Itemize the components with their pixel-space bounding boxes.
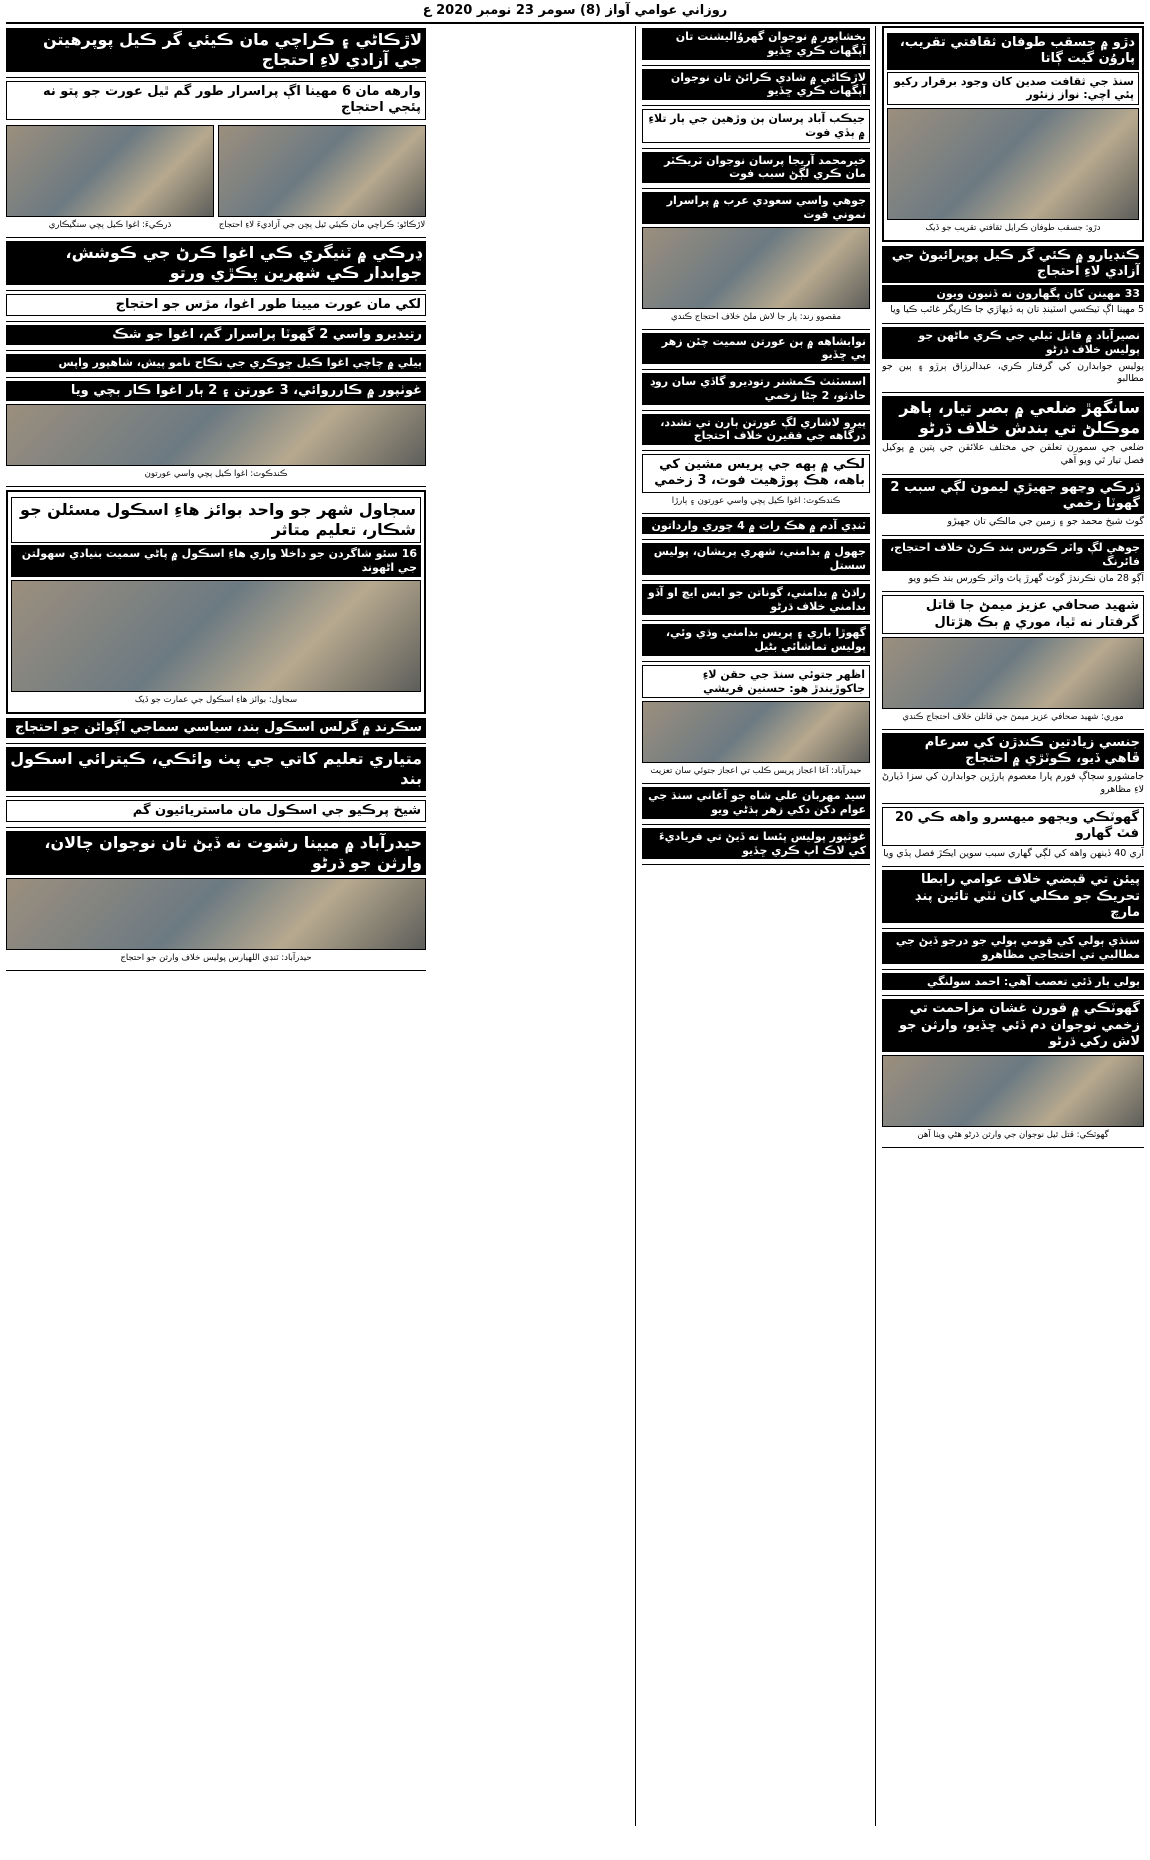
photo-row xyxy=(6,122,426,234)
headline: جنسي زيادتين ڪندڙن کي سرعام ڦاهي ڏيو، ڪوٽڙي ۾ احتجاج xyxy=(882,733,1144,770)
story-mid-4 xyxy=(642,152,870,190)
photo xyxy=(882,637,1144,709)
story-left-12 xyxy=(6,831,426,971)
story-right-5 xyxy=(882,478,1144,536)
story-left-9 xyxy=(6,718,426,744)
right-column xyxy=(882,26,1144,1826)
story-right-7 xyxy=(882,595,1144,730)
body-text: گوٺ شيخ محمد جو ۽ زمين جي مالڪي تان جهيڙو xyxy=(947,516,1144,528)
story-left-10 xyxy=(6,747,426,797)
photo-block xyxy=(6,122,214,234)
headline: گهوٽڪي ويجهو ميهسرو واهه ڪي 20 فٽ گهارو xyxy=(882,807,1144,846)
column-divider xyxy=(875,26,876,1826)
headline: بخشاپور ۾ نوجوان گهروُاليشنت تان آپگهات ڪري ڇڏيو xyxy=(642,28,870,60)
middle-column xyxy=(642,26,870,1826)
photo-caption: ڪندڪوٽ: اغوا ڪيل ٻچي واسي عورتون xyxy=(144,469,288,479)
photo xyxy=(218,125,426,217)
headline: نوابشاهه ۾ ٻن عورتن سميت چئن زهر پي ڇڏيو xyxy=(642,333,870,365)
headline: شهيد صحافي عزيز ميمڻ جا قاتل گرفتار نه ٿيا، موري ۾ بڪ هڙتال xyxy=(882,595,1144,634)
headline: جوهي واسي سعودي عرب ۾ پراسرار نموني فوت xyxy=(642,192,870,224)
body-text: پوليس جوابدارن کي گرفتار ڪري، عبدالرزاق ٻرڙو ۽ ٻين جو مطالبو xyxy=(882,360,1144,385)
headline: سجاول شهر جو واحد بوائز هاءِ اسڪول مسئلن جو شڪار، تعليم متاثر xyxy=(11,497,421,543)
story-mid-12 xyxy=(642,584,870,622)
body-text: 5 مهينا اڳ ٽيڪسي اسٽينڊ تان ٻه ڏيهاڙي جا ڪاريگر غائب ڪيا ويا xyxy=(890,304,1144,316)
photo-block xyxy=(218,122,426,234)
story-left-1 xyxy=(6,28,426,78)
story-left-5 xyxy=(6,325,426,351)
masthead-rule xyxy=(6,22,1144,24)
photo xyxy=(6,878,426,950)
headline: ٻولي ٻار ڏئي تعصب آهي: احمد سولنگي xyxy=(882,973,1144,991)
headline: لاڙڪاڻي ۽ ڪراچي مان ڪيئي گر ڪيل پوپرهيتن جي آزادي لاءِ احتجاج xyxy=(6,28,426,72)
photo xyxy=(6,404,426,466)
story-mid-15 xyxy=(642,787,870,825)
headline: نصيرآباد ۾ قاتل ٽيلي جي ڪري ماڻهن جو پوليس خلاف ڌرڻو xyxy=(882,327,1144,359)
headline: وارهه مان 6 مهينا اڳ پراسرار طور گم ٿيل عورت جو پتو نه پئجي احتجاج xyxy=(6,81,426,120)
story-mid-5 xyxy=(642,192,870,330)
headline: ٻيلي ۾ چاچي اغوا ڪيل ڇوڪري جي نڪاح نامو پيش، شاهپور واپس xyxy=(6,354,426,372)
headline: خيرمحمد آريجا پرسان نوجوان ٽريڪٽر مان ڪري لڳڻ سبب فوت xyxy=(642,152,870,184)
headline: سنڌي ٻولي کي قومي ٻولي جو درجو ڏيڻ جي مطالبي تي احتجاجي مظاهرو xyxy=(882,932,1144,964)
story-mid-13 xyxy=(642,624,870,662)
story-mid-11 xyxy=(642,543,870,581)
headline: شيخ پرڪيو جي اسڪول مان ماستريائيون گم xyxy=(6,800,426,822)
story-mid-16 xyxy=(642,828,870,866)
photo-caption: موري: شهيد صحافي عزيز ميمڻ جي قاتلن خلاف احتجاج ڪندي xyxy=(902,711,1124,722)
headline: گهوٽڪي ۾ قورن غشان مزاحمت تي زخمي نوجوان دم ڏئي ڇڏيو، وارثن جو لاش رکي ڌرڻو xyxy=(882,999,1144,1052)
story-right-12 xyxy=(882,973,1144,997)
photo-caption: لاڙڪاڻو: ڪراچي مان ڪيئي ٿيل ٻچن جي آزاديءَ لاءِ احتجاج xyxy=(218,219,426,230)
subhead: سنڌ جي ثقافت صدين کان وجود برقرار رکيو پئي اچي: نواز زنئور xyxy=(887,72,1139,106)
photo xyxy=(642,701,870,763)
story-mid-14 xyxy=(642,665,870,785)
story-left-2 xyxy=(6,81,426,238)
headline: غوٺپور ۾ ڪارروائي، 3 عورتن ۽ 2 ٻار اغوا ڪار بچي ويا xyxy=(6,381,426,401)
body-text: آري 40 ڏينهن واهه کي لڳي گهاري سبب سوين ايڪڙ فصل ٻڏي ويا xyxy=(883,847,1144,859)
story-left-4 xyxy=(6,294,426,322)
photo-caption: گهوٽڪي: قتل ٿيل نوجوان جي وارثن ڌرڻو هڻي ويٺا آهن xyxy=(917,1130,1109,1141)
story-left-7 xyxy=(6,381,426,487)
photo xyxy=(11,580,421,692)
story-mid-6 xyxy=(642,333,870,371)
story-mid-2 xyxy=(642,69,870,107)
story-right-2 xyxy=(882,246,1144,324)
headline: سيد مهربان علي شاه جو آغاني سنڌ جي عوام دکن دکي زهر ٻڌڻي ويو xyxy=(642,787,870,819)
body-text: ضلعي جي سمورن تعلقن جي مختلف علائقن جي پتين ۾ پوکيل فصل تيار ٿي ويو آهي xyxy=(882,442,1144,466)
headline: پيئن تي قبضي خلاف عوامي رابطا تحريڪ جو مڪلي کان ٺٽي تائين پنڊ مارچ xyxy=(882,870,1144,923)
headline: ٽنڊي آدم ۾ هڪ رات ۾ 4 چوري وارداتون xyxy=(642,517,870,535)
headline: اظهر جتوئي سنڌ جي حقن لاءِ جاکوڙيندڙ هو: حسنين قريشي xyxy=(642,665,870,699)
story-right-9 xyxy=(882,807,1144,867)
story-right-4 xyxy=(882,396,1144,475)
body-text: آڳو 28 مان نڪرندڙ گوٺ گهرڙ پاٽ واٽر ڪورس بند ڪيو ويو xyxy=(908,572,1144,584)
photo-caption: حيدرآباد: ٽنڊي اللهيارس پوليس خلاف وارثن جو احتجاج xyxy=(120,953,312,963)
story-mid-7 xyxy=(642,373,870,411)
headline: راڌڻ ۾ بدامني، گوناتن جو ايس ايڇ او آڏو بدامني خلاف ڌرڻو xyxy=(642,584,870,616)
story-right-8 xyxy=(882,733,1144,804)
photo-caption: دڙو: جسقب طوفان ڪرايل ثقافتي تقريب جو ڏيک xyxy=(925,223,1101,233)
photo xyxy=(887,108,1139,220)
story-mid-9 xyxy=(642,454,870,514)
headline: جيڪب آباد پرسان ٻن وڙهين جي ٻار تلاءِ ۾ ٻڏي فوت xyxy=(642,109,870,143)
headline: حيدرآباد ۾ ميينا رشوت نه ڏيڻ تان نوجوان چالان، وارثن جو ڌرڻو xyxy=(6,831,426,875)
subhead: 16 سئو شاگردن جو داخلا واري هاءِ اسڪول ۾ پاڻي سميت بنيادي سهولتن جي اڻهوند xyxy=(11,545,421,577)
body-text: جامشورو سڄاڳ فورم پارا معصوم ٻارڙين جوابدارن کي سزا ڏيارڻ لاءِ مظاهرو xyxy=(882,771,1144,796)
masthead: روزاني عوامي آواز (8) سومر 23 نومبر 2020 ع xyxy=(422,3,728,18)
headline: جهول ۾ بدامني، شهري پريشان، پوليس سستل xyxy=(642,543,870,575)
photo xyxy=(642,227,870,309)
headline: دڙو ۾ جسقب طوفان ثقافتي تقريب، پاروُن گيت ڳاتا xyxy=(887,33,1139,70)
photo-caption: ڪندڪوٽ: اغوا ڪيل ٻچي واسي عورتون ۽ ٻارڙا xyxy=(671,495,841,506)
story-right-1 xyxy=(882,26,1144,242)
story-left-3 xyxy=(6,241,426,291)
headline: رتيديرو واسي 2 گهوٽا پراسرار گم، اغوا جو شڪ xyxy=(6,325,426,345)
left-column xyxy=(6,26,426,1826)
story-right-10 xyxy=(882,870,1144,929)
story-mid-3 xyxy=(642,109,870,149)
story-right-13 xyxy=(882,999,1144,1148)
headline: پيرو لاشاري لڳ عورتن ٻارن تي تشدد، درگاهه جي فقيرن خلاف احتجاج xyxy=(642,414,870,446)
photo xyxy=(882,1055,1144,1127)
headline: اسسٽنٽ ڪمشنر رتوديرو گاڏي سان روڊ حادثو، 2 ڄڻا زخمي xyxy=(642,373,870,405)
headline: لکي مان عورت ميينا طور اغوا، مڙس جو احتجاج xyxy=(6,294,426,316)
story-right-11 xyxy=(882,932,1144,970)
story-right-3 xyxy=(882,327,1144,393)
story-mid-8 xyxy=(642,414,870,452)
story-mid-10 xyxy=(642,517,870,541)
story-mid-1 xyxy=(642,28,870,66)
subhead: 33 مهينن کان پگهارون نه ڏنيون ويون xyxy=(882,285,1144,303)
headline: ڪنڊيارو ۾ ڪئي گر ڪيل پوپرائيوڻ جي آزادي لاءِ احتجاج xyxy=(882,246,1144,283)
photo-caption: حيدرآباد: آغا اعجاز پريس ڪلب تي اعجاز جتوئي سان تعزيت xyxy=(650,766,862,777)
story-left-8 xyxy=(6,490,426,714)
headline: لڪي ۾ ٻهه جي پريس مشين کي باهه، هڪ پوڙهيت فوت، 3 زخمي xyxy=(642,454,870,493)
headline: ڌرڪي وڃهو جهيڙي ليمون لڳي سبب 2 گهوٽا زخمي xyxy=(882,478,1144,515)
story-left-11 xyxy=(6,800,426,828)
photo-caption: سجاول: بوائز هاءِ اسڪول جي عمارت جو ڏيک xyxy=(134,694,298,705)
headline: سانگهڙ ضلعي ۾ بصر تيار، ٻاهر موڪلڻ تي بندش خلاف ڌرڻو xyxy=(882,396,1144,440)
photo-caption: ڌرڪيءَ: اغوا ڪيل ٻچي سنگيڪاري xyxy=(48,219,172,230)
photo-caption: مقصوو رند: ٻار جا لاش ملڻ خلاف احتجاج ڪندي xyxy=(670,311,842,322)
headline: گهوڙا باري ۽ پريس بدامني وڌي وئي، پوليس تماشائي بڻيل xyxy=(642,624,870,656)
story-left-6 xyxy=(6,354,426,378)
headline: متياري تعليم کاتي جي پٺ وائڪي، ڪيترائي اسڪول بند xyxy=(6,747,426,791)
story-right-6 xyxy=(882,539,1144,592)
column-divider xyxy=(635,26,636,1826)
headline: غوثپور پوليس پئسا نه ڏيڻ تي فرياديءَ کي لاڪ اپ ڪري ڇڏيو xyxy=(642,828,870,860)
headline: سڪرند ۾ گرلس اسڪول بند، سياسي سماجي اڳواڻن جو احتجاج xyxy=(6,718,426,738)
headline: ڍرڪي ۾ ٽنيگري ڪي اغوا ڪرڻ جي ڪوشش، جوابدار ڪي شهرين پڪڙي ورتو xyxy=(6,241,426,285)
headline: لاڙڪاڻي ۾ شادي ڪرائڻ تان نوجوان آپگهات ڪري ڇڏيو xyxy=(642,69,870,101)
headline: جوهي لڳ واٽر ڪورس بند ڪرڻ خلاف احتجاج، فائرنگ xyxy=(882,539,1144,571)
photo xyxy=(6,125,214,217)
